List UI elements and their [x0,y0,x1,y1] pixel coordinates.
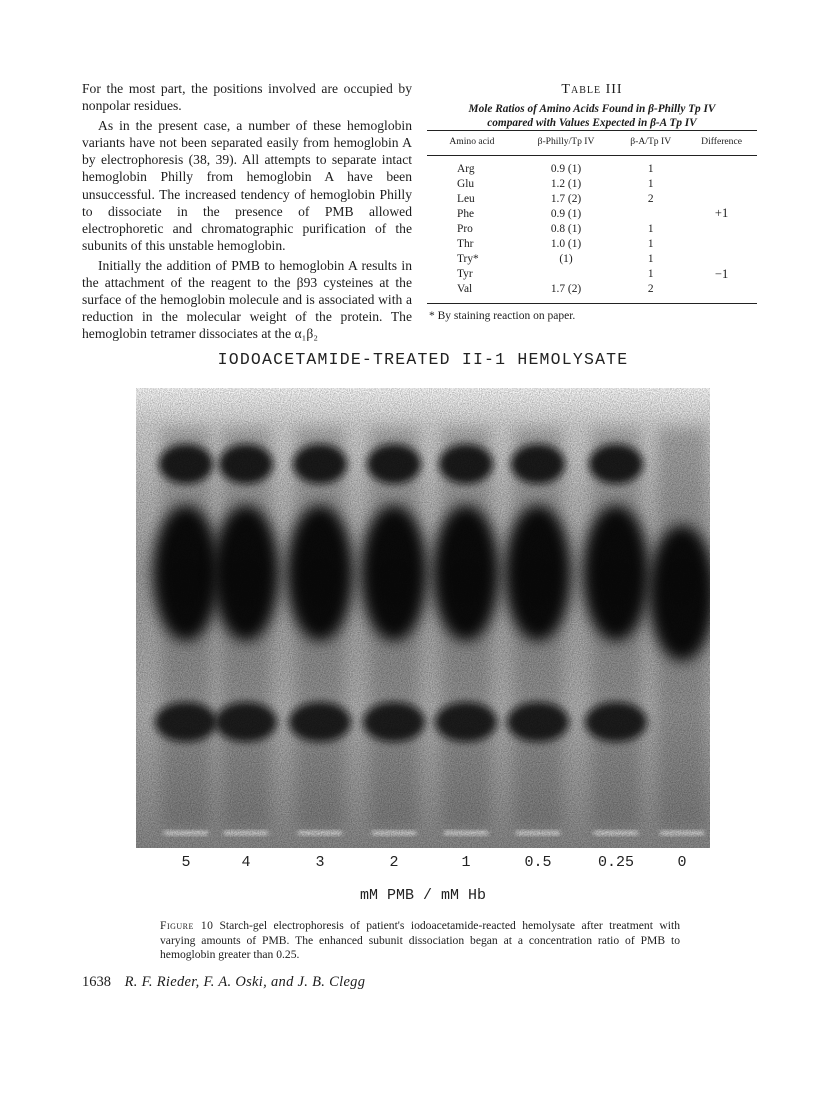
lane-label: 1 [461,854,471,871]
table-caption-line: Mole Ratios of Amino Acids Found in β-Philly Tp IV [468,103,716,115]
lane-label: 0.5 [524,854,552,871]
figure-number: Figure 10 [160,919,214,932]
lane-label: 0 [677,854,687,871]
amino-acid-table [427,130,757,304]
paragraph: Initially the addition of PMB to hemoglobin A results in the attachment of the reagent to the β93 cysteines at the surface of the hemoglobin molecule and is associated with a reduction in the molecular weight of the protein. The hemoglobin tetramer dissociates at the α₁β₂ [82,257,412,342]
table-cell [686,282,757,304]
table-cell: 0.8 (1) [550,222,582,235]
table-cell: 1 [647,253,654,266]
table-cell: 1 [647,238,654,251]
table-cell: 0.9 (1) [550,162,582,175]
gel-photograph [136,388,710,848]
figure-title: IODOACETAMIDE-TREATED II-1 HEMOLYSATE [217,350,629,369]
table-row [427,267,757,282]
page-footer [82,974,365,991]
table-cell: Tyr [457,268,473,281]
table-caption [427,102,757,130]
lane-label: 2 [389,854,399,871]
table-cell: Pro [457,222,473,235]
table-cell: 1.7 (2) [550,192,582,205]
x-axis-label: mM PMB / mM Hb [359,887,487,904]
body-text-column [82,80,412,342]
table-row [427,156,757,177]
table-cell: Thr [457,238,474,251]
table-cell [686,156,757,177]
table-cell: 0.9 (1) [550,207,582,220]
gel-grain [136,388,710,848]
table-cell: 2 [647,192,654,205]
table-row [427,176,757,191]
table-row [427,236,757,251]
table-cell: 1.2 (1) [550,177,582,190]
table-cell: 1 [647,222,654,235]
table-cell: Leu [457,192,475,205]
table-cell: 1.7 (2) [517,282,616,304]
figure-10 [136,340,710,910]
table-row [427,221,757,236]
table-cell: 1 [647,177,654,190]
table-cell [686,221,757,236]
lane-label: 0.25 [597,854,634,871]
table-cell: Phe [457,207,475,220]
table-row [427,191,757,206]
lane-label: 5 [181,854,191,871]
column-header: β-A/Tp IV [615,131,686,156]
table-cell: 1 [647,268,654,281]
table-cell: 2 [615,282,686,304]
table-footnote: * By staining reaction on paper. [429,309,576,322]
table-title: Table III [561,82,623,97]
table-iii [427,82,757,322]
lane-label: 3 [315,854,325,871]
table-cell: Arg [457,162,475,175]
column-header: Difference [686,131,757,156]
table-caption-line: compared with Values Expected in β-A Tp IV [487,117,697,129]
table-row [427,252,757,267]
table-cell: Glu [457,177,475,190]
column-header: Amino acid [427,131,517,156]
table-header-row [427,131,757,156]
running-authors: R. F. Rieder, F. A. Oski, and J. B. Clegg [124,974,366,990]
table-cell: Try* [457,253,479,266]
table-cell [686,176,757,191]
figure-caption [160,919,680,963]
table-cell [615,206,686,221]
lane-label: 4 [241,854,251,871]
paragraph: As in the present case, a number of these hemoglobin variants have not been separated easily from hemoglobin A by electrophoresis (38, 39). All attempts to separate intact hemoglobin Philly from hemoglobin A have been unsuccessful. The increased tendency of hemoglobin Philly to dissociate in the presence of PMB allowed electrophoretic and chromatographic purification of the subunits of this unstable hemoglobin. [82,118,412,253]
table-cell [517,267,616,282]
figure-caption-text: Starch-gel electrophoresis of patient's iodoacetamide-reacted hemolysate after treatment with varying amounts of PMB. The enhanced subunit dissociation began at a concentration ratio of PMB to hemoglobin greater than 0.25. [160,919,680,962]
table-cell: (1) [559,253,573,266]
table-row [427,206,757,221]
page-number: 1638 [82,974,111,990]
table-cell [686,236,757,251]
table-row [427,282,757,304]
table-cell: Val [427,282,517,304]
table-cell: +1 [714,206,729,221]
paragraph: For the most part, the positions involved are occupied by nonpolar residues. [82,81,412,114]
column-header: β-Philly/Tp IV [517,131,616,156]
table-cell [686,252,757,267]
table-cell: −1 [714,266,729,281]
table-cell [686,191,757,206]
table-cell: 1.0 (1) [550,238,582,251]
table-cell: 1 [647,162,654,175]
